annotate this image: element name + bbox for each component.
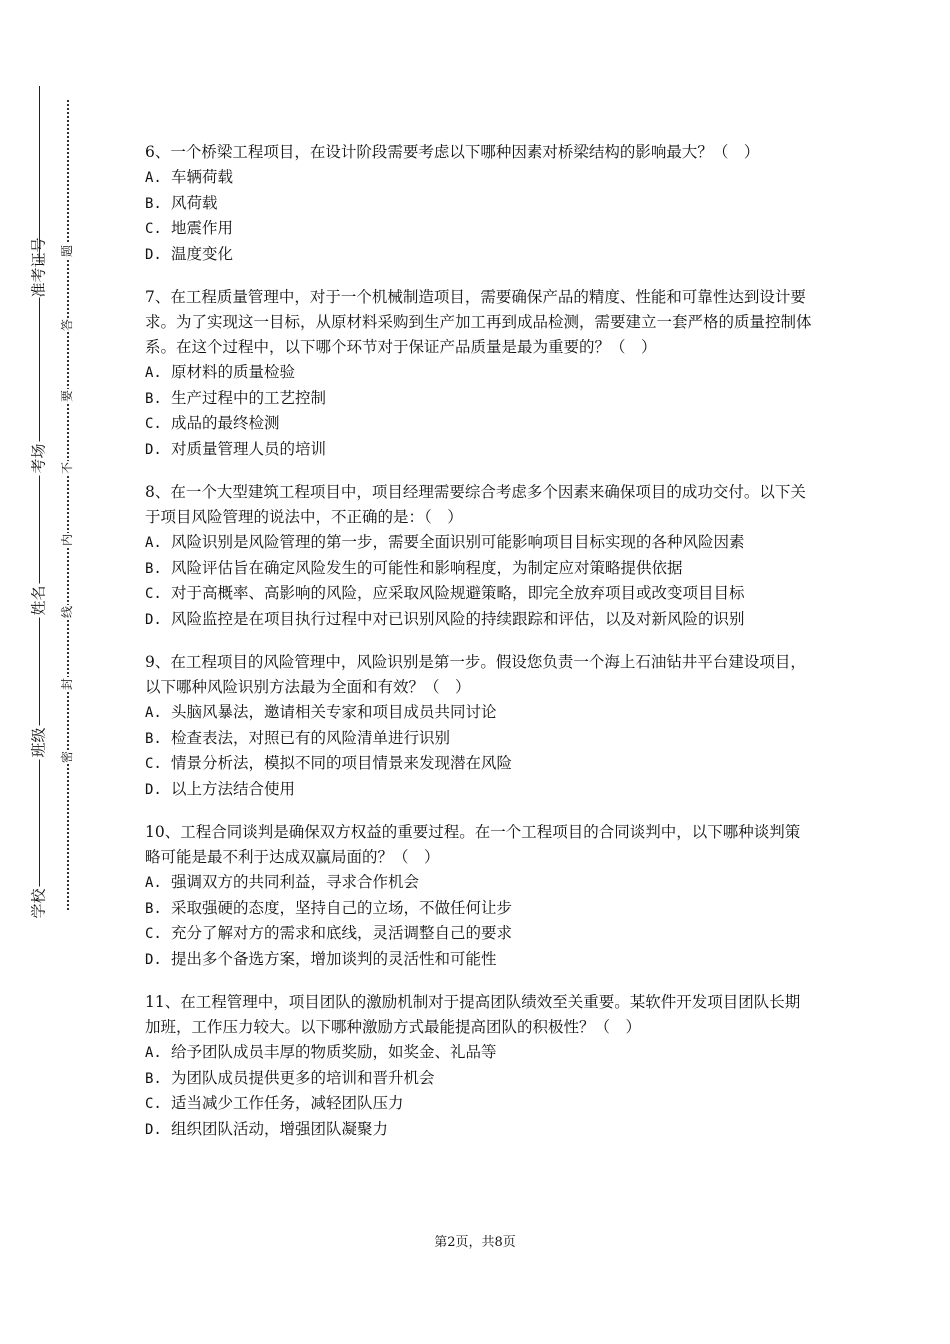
- seal-char: 密: [60, 751, 74, 764]
- option-letter: D.: [145, 246, 162, 263]
- option-text: 采取强硬的态度，坚持自己的立场，不做任何让步: [171, 898, 513, 917]
- option-letter: A.: [145, 170, 162, 186]
- binding-solid-line: [39, 86, 40, 911]
- option-text: 风荷载: [171, 193, 218, 212]
- option-letter: B.: [145, 560, 162, 577]
- option-letter: C.: [145, 1096, 162, 1112]
- option-text: 充分了解对方的需求和底线，灵活调整自己的要求: [171, 924, 513, 942]
- question-stem: 6、一个桥梁工程项目，在设计阶段需要考虑以下哪种因素对桥梁结构的影响最大？（ ）: [145, 143, 760, 161]
- option-text: 检查表法，对照已有的风险清单进行识别: [171, 728, 451, 747]
- binding-margin: [0, 0, 120, 1344]
- option-d: [145, 1117, 815, 1143]
- seal-char: 不: [60, 462, 74, 475]
- option-text: 对质量管理人员的培训: [171, 439, 327, 458]
- question-9: [145, 650, 815, 802]
- question-stem: 10、工程合同谈判是确保双方权益的重要过程。在一个工程项目的合同谈判中，以下哪种谈判策略可能是最不利于达成双赢局面的？（ ）: [145, 823, 801, 866]
- option-b: [145, 896, 815, 922]
- option-b: [145, 556, 815, 582]
- option-text: 为团队成员提供更多的培训和晋升机会: [171, 1068, 435, 1087]
- seal-char: 封: [60, 678, 74, 691]
- option-a: [145, 870, 815, 896]
- option-letter: B.: [145, 1070, 162, 1087]
- option-a: [145, 530, 815, 556]
- seal-char: 题: [60, 245, 74, 258]
- option-letter: C.: [145, 221, 162, 237]
- name-label: 姓名: [29, 585, 48, 616]
- option-text: 给予团队成员丰厚的物质奖励，如奖金、礼品等: [171, 1043, 497, 1061]
- option-a: [145, 700, 815, 726]
- option-letter: A.: [145, 535, 162, 551]
- question-10: [145, 820, 815, 972]
- seal-char: 答: [60, 319, 74, 332]
- school-label: 学校: [29, 888, 48, 919]
- option-letter: A.: [145, 705, 162, 721]
- option-b: [145, 191, 815, 217]
- option-a: [145, 360, 815, 386]
- question-6: [145, 140, 815, 267]
- option-d: [145, 437, 815, 463]
- option-letter: C.: [145, 756, 162, 772]
- option-letter: A.: [145, 365, 162, 381]
- option-text: 生产过程中的工艺控制: [171, 388, 327, 407]
- seal-char: 线: [60, 606, 74, 619]
- seal-char: 内: [60, 534, 74, 547]
- option-letter: D.: [145, 781, 162, 798]
- option-text: 原材料的质量检验: [171, 363, 296, 381]
- option-letter: B.: [145, 390, 162, 407]
- option-text: 对于高概率、高影响的风险，应采取风险规避策略，即完全放弃项目或改变项目目标: [171, 584, 745, 602]
- option-text: 头脑风暴法，邀请相关专家和项目成员共同讨论: [171, 703, 497, 721]
- question-11: [145, 990, 815, 1142]
- option-letter: B.: [145, 195, 162, 212]
- option-letter: A.: [145, 1045, 162, 1061]
- option-c: [145, 921, 815, 947]
- option-letter: D.: [145, 951, 162, 968]
- option-text: 以上方法结合使用: [171, 779, 296, 798]
- option-d: [145, 242, 815, 268]
- question-list: [145, 140, 815, 1160]
- seal-dotted-line: [67, 100, 69, 910]
- option-letter: B.: [145, 900, 162, 917]
- option-letter: A.: [145, 875, 162, 891]
- option-a: [145, 165, 815, 191]
- seal-char: 要: [60, 390, 74, 403]
- option-text: 风险监控是在项目执行过程中对已识别风险的持续跟踪和评估，以及对新风险的识别: [171, 609, 745, 628]
- exam-id-label: 准考证号: [29, 237, 48, 298]
- question-stem: 11、在工程管理中，项目团队的激励机制对于提高团队绩效至关重要。某软件开发项目团队长期加班，工作压力较大。以下哪种激励方式最能提高团队的积极性？（ ）: [145, 993, 801, 1036]
- option-text: 强调双方的共同利益，寻求合作机会: [171, 873, 420, 891]
- option-text: 成品的最终检测: [171, 414, 280, 432]
- option-letter: B.: [145, 730, 162, 747]
- option-text: 地震作用: [171, 219, 234, 237]
- option-letter: D.: [145, 611, 162, 628]
- option-text: 风险评估旨在确定风险发生的可能性和影响程度，为制定应对策略提供依据: [171, 558, 683, 577]
- class-label: 班级: [29, 727, 48, 758]
- option-letter: C.: [145, 926, 162, 942]
- option-b: [145, 726, 815, 752]
- question-7: [145, 285, 815, 462]
- question-stem: 7、在工程质量管理中，对于一个机械制造项目，需要确保产品的精度、性能和可靠性达到设计要求。为了实现这一目标，从原材料采购到生产加工再到成品检测，需要建立一套严格的质量控制体系。在这个过程中，以下哪个环节对于保证产品质量是最为重要的？（ ）: [145, 288, 812, 356]
- option-text: 组织团队活动，增强团队凝聚力: [171, 1119, 389, 1138]
- option-c: [145, 411, 815, 437]
- option-letter: D.: [145, 1121, 162, 1138]
- option-b: [145, 1066, 815, 1092]
- option-text: 风险识别是风险管理的第一步，需要全面识别可能影响项目目标实现的各种风险因素: [171, 533, 745, 551]
- option-d: [145, 947, 815, 973]
- option-text: 情景分析法，模拟不同的项目情景来发现潜在风险: [171, 754, 513, 772]
- option-text: 温度变化: [171, 244, 234, 263]
- option-c: [145, 581, 815, 607]
- option-text: 适当减少工作任务，减轻团队压力: [171, 1094, 404, 1112]
- option-d: [145, 777, 815, 803]
- question-stem: 9、在工程项目的风险管理中，风险识别是第一步。假设您负责一个海上石油钻井平台建设项目，以下哪种风险识别方法最为全面和有效？（ ）: [145, 653, 806, 696]
- option-c: [145, 216, 815, 242]
- question-stem: 8、在一个大型建筑工程项目中，项目经理需要综合考虑多个因素来确保项目的成功交付。以下关于项目风险管理的说法中，不正确的是：（ ）: [145, 483, 806, 526]
- option-c: [145, 1091, 815, 1117]
- option-a: [145, 1040, 815, 1066]
- option-b: [145, 386, 815, 412]
- option-letter: D.: [145, 441, 162, 458]
- option-letter: C.: [145, 586, 162, 602]
- option-d: [145, 607, 815, 633]
- option-letter: C.: [145, 416, 162, 432]
- option-text: 车辆荷载: [171, 168, 234, 186]
- page-number: 第2页，共8页: [434, 1235, 516, 1250]
- option-c: [145, 751, 815, 777]
- question-8: [145, 480, 815, 632]
- option-text: 提出多个备选方案，增加谈判的灵活性和可能性: [171, 949, 497, 968]
- exam-room-label: 考场: [29, 443, 48, 474]
